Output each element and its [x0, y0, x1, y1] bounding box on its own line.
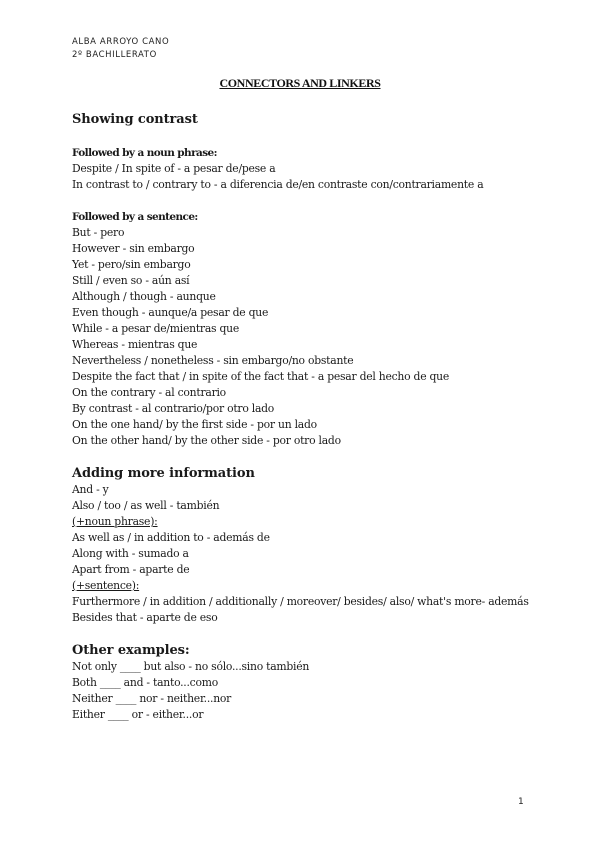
list-item: Either ____ or - either...or: [72, 708, 204, 721]
list-item: Neither ____ nor - neither...nor: [72, 692, 232, 705]
list-item: Yet - pero/sin embargo: [72, 258, 191, 271]
list-item: Not only ____ but also - no sólo...sino también: [72, 660, 310, 673]
list-item: Besides that - aparte de eso: [72, 611, 218, 624]
sentence-label: Followed by a sentence:: [72, 211, 198, 223]
section-heading-other: Other examples:: [72, 643, 190, 658]
list-item: Whereas - mientras que: [72, 338, 198, 351]
page-number: 1: [518, 797, 524, 807]
list-item: Even though - aunque/a pesar de que: [72, 306, 269, 319]
list-item: While - a pesar de/mientras que: [72, 322, 239, 335]
list-item: Still / even so - aún así: [72, 274, 190, 287]
list-item: Also / too / as well - también: [72, 499, 220, 512]
list-item: Along with - sumado a: [72, 547, 189, 560]
course-name: 2º BACHILLERATO: [72, 50, 157, 60]
list-item: Furthermore / in addition / additionally / moreover/ besides/ also/ what's more- además: [72, 595, 529, 608]
list-item: Despite the fact that / in spite of the fact that - a pesar del hecho de que: [72, 370, 450, 383]
list-item: Nevertheless / nonetheless - sin embargo/no obstante: [72, 354, 354, 367]
list-item: Despite / In spite of - a pesar de/pese a: [72, 162, 276, 175]
list-item: However - sin embargo: [72, 242, 195, 255]
noun-phrase-label: Followed by a noun phrase:: [72, 147, 217, 159]
list-item: Although / though - aunque: [72, 290, 216, 303]
list-item: On the contrary - al contrario: [72, 386, 226, 399]
list-item: Both ____ and - tanto...como: [72, 676, 218, 689]
list-item: On the one hand/ by the first side - por un lado: [72, 418, 317, 431]
list-item: As well as / in addition to - además de: [72, 531, 270, 544]
list-item: Apart from - aparte de: [72, 563, 190, 576]
list-item: And - y: [72, 483, 109, 496]
author-name: ALBA ARROYO CANO: [72, 37, 170, 47]
sentence-sublabel: (+sentence):: [72, 579, 140, 592]
noun-phrase-sublabel: (+noun phrase):: [72, 515, 158, 528]
spacer: [72, 193, 542, 209]
document-title: CONNECTORS AND LINKERS: [219, 76, 381, 90]
list-item: But - pero: [72, 226, 125, 239]
list-item: By contrast - al contrario/por otro lado: [72, 402, 275, 415]
section-heading-contrast: Showing contrast: [72, 112, 198, 127]
list-item: On the other hand/ by the other side - por otro lado: [72, 434, 341, 447]
section-heading-adding: Adding more information: [72, 466, 255, 481]
page-header: [72, 36, 169, 62]
list-item: In contrast to / contrary to - a diferencia de/en contraste con/contrariamente a: [72, 178, 484, 191]
document-body: [72, 111, 542, 723]
spacer: [72, 626, 542, 642]
spacer: [72, 449, 542, 465]
